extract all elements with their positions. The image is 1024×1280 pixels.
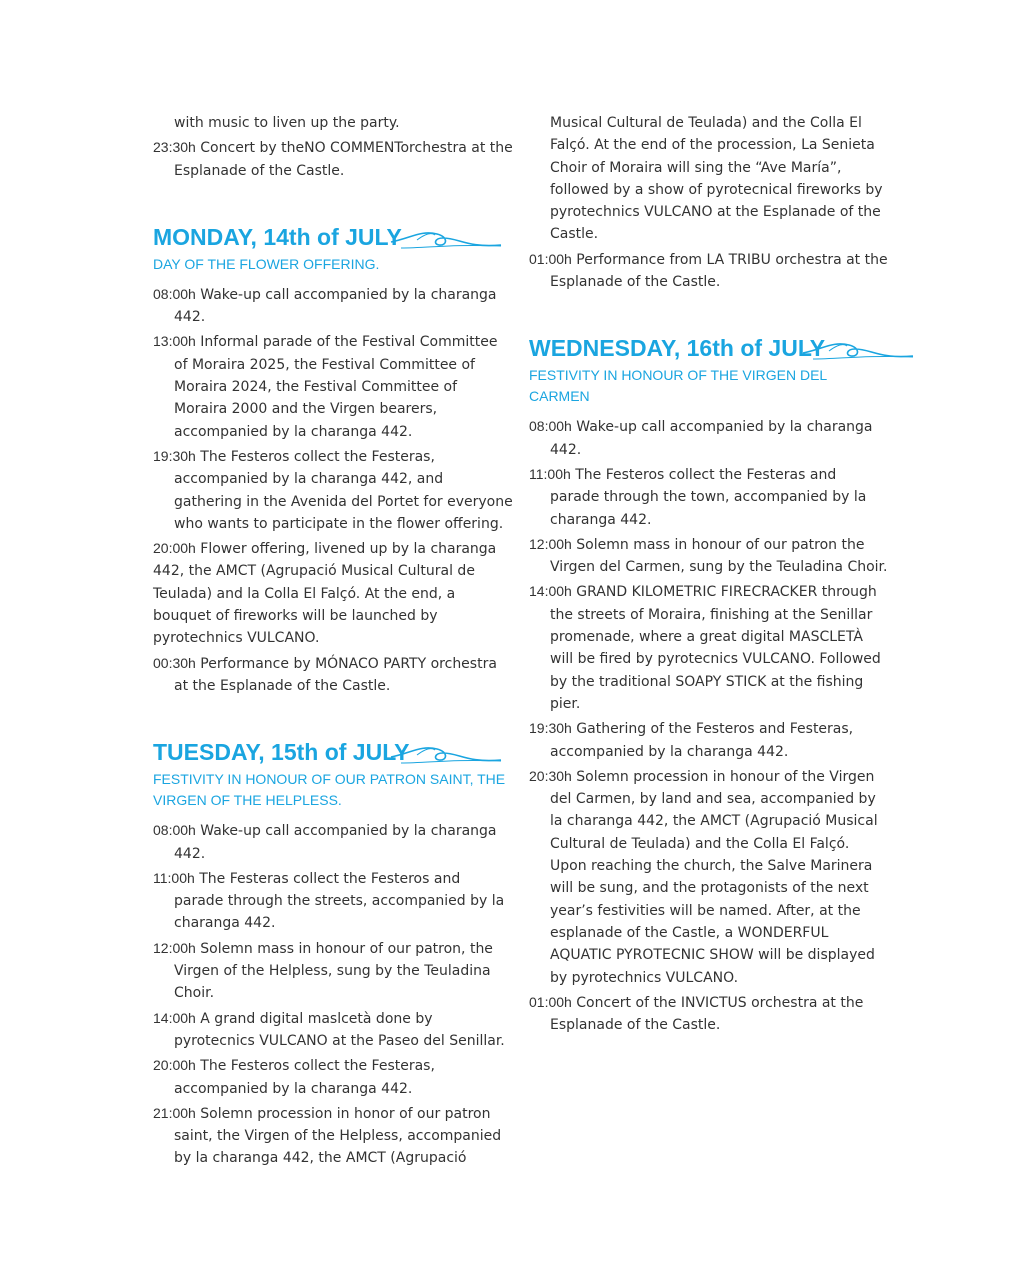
schedule-entry (153, 112, 513, 134)
schedule-entry (153, 819, 513, 865)
month-title: of JULY (318, 739, 410, 766)
schedule-entry (153, 136, 513, 182)
entry-text: Solemn mass in honour of our patron, the Virgen of the Helpless, sung by the Teuladina Choir. (174, 940, 493, 1002)
wave-icon (389, 226, 504, 252)
entry-text: Concert by theNO COMMENTorchestra at the Esplanade of the Castle. (174, 140, 513, 179)
schedule-entry (529, 991, 889, 1037)
entry-text: Wake-up call accompanied by la charanga 442. (174, 286, 497, 326)
entry-time: 11:00h (153, 869, 195, 886)
wave-icon (389, 741, 504, 767)
month-title: of JULY (733, 335, 826, 362)
schedule-entry (529, 580, 889, 715)
schedule-entry (153, 652, 513, 698)
entry-time: 21:00h (153, 1104, 196, 1121)
schedule-entry (153, 537, 513, 649)
entry-time: 08:00h (153, 285, 196, 302)
entry-text: Wake-up call accompanied by la charanga 442. (174, 823, 497, 862)
schedule-entry (153, 445, 513, 535)
entry-text: Flower offering, livened up by la charanga 442, the AMCT (Agrupació Musical Cultural de Teulada) and la Colla El Falçó. At the end, a bouquet of fireworks will be launched by pyrotechnics VULCANO. (153, 541, 497, 647)
entry-time: 11:00h (529, 465, 571, 482)
month-title: of JULY (310, 223, 402, 250)
entry-time: 23:30h (153, 139, 196, 156)
entry-text: The Festeras collect the Festeros and parade through the streets, accompanied by la charanga 442. (174, 870, 505, 932)
procession-continuation: Musical Cultural de Teulada) and the Colla El Falçó. At the end of the procession, La Senieta Choir of Moraira will sing the “Ave María”, followed by a show of pyrotecnical fireworks by pyrotechnics VULCANO at the Esplanade of the Castle. (550, 115, 883, 243)
schedule-entry (153, 867, 513, 935)
monday-heading (153, 222, 513, 252)
schedule-entry (153, 937, 513, 1005)
entry-time: 19:30h (153, 447, 196, 464)
entry-time: 12:00h (153, 939, 196, 956)
schedule-entry (529, 415, 889, 461)
wave-icon (801, 337, 916, 363)
entry-time: 00:30h (153, 654, 196, 671)
wednesday-heading (529, 333, 889, 363)
right-column (529, 112, 889, 1038)
entry-text: The Festeros collect the Festeras, accompanied by la charanga 442, and gathering in the Avenida del Portet for everyone who wants to participate in the flower offering. (174, 448, 513, 532)
entry-text: A grand digital maslcetà done by pyrotecnics VULCANO at the Paseo del Senillar. (174, 1010, 505, 1049)
entry-text: Solemn procession in honor of our patron saint, the Virgen of the Helpless, accompanied by la charanga 442, the AMCT (Agrupació (174, 1105, 502, 1167)
entry-text: GRAND KILOMETRIC FIRECRACKER through the streets of Moraira, finishing at the Senillar promenade, where a great digital MASCLETÀ will be fired by pyrotecnics VULCANO. Followed by the traditional SOAPY STICK at the fishing pier. (550, 584, 881, 712)
schedule-entry (153, 1054, 513, 1100)
day-title: TUESDAY, 15th (153, 739, 319, 766)
left-column (153, 112, 513, 1172)
entry-text: The Festeros collect the Festeras and parade through the town, accompanied by la charanga 442. (550, 466, 867, 528)
entry-text: Performance by MÓNACO PARTY orchestra at the Esplanade of the Castle. (174, 655, 497, 694)
entry-time: 01:00h (529, 250, 572, 267)
day-subtitle: DAY OF THE FLOWER OFFERING. (153, 255, 380, 272)
entry-time: 08:00h (153, 822, 196, 839)
entry-text: with music to liven up the party. (174, 115, 400, 131)
day-subtitle: FESTIVITY IN HONOUR OF OUR PATRON SAINT, THE VIRGEN OF THE HELPLESS. (153, 771, 506, 809)
day-title: MONDAY, 14th (153, 223, 311, 250)
entry-time: 13:00h (153, 333, 196, 350)
entry-text: Performance from LA TRIBU orchestra at the Esplanade of the Castle. (550, 251, 888, 291)
entry-time: 01:00h (529, 993, 572, 1010)
entry-text: Solemn procession in honour of the Virgen del Carmen, by land and sea, accompanied by la charanga 442, the AMCT (Agrupació Musical Cultural de Teulada) and the Colla El Falçó. Upon reaching the church, the Salve Marinera will be sung, and the protagonists of the next year’s festivities will be named. After, at the esplanade of the Castle, a WONDERFUL AQUATIC PYROTECNIC SHOW will be displayed by pyrotechnics VULCANO. (550, 768, 878, 986)
entry-time: 14:00h (529, 583, 572, 600)
schedule-entry (529, 533, 889, 579)
entry-time: 20:30h (529, 767, 572, 784)
entry-time: 14:00h (153, 1009, 196, 1026)
entry-time: 20:00h (153, 1057, 196, 1074)
entry-text: Informal parade of the Festival Committee of Moraira 2025, the Festival Committee of Moraira 2024, the Festival Committee of Moraira 2000 and the Virgen bearers, accompanied by la charanga 442. (174, 334, 498, 440)
entry-time: 08:00h (529, 418, 572, 435)
day-subtitle: FESTIVITY IN HONOUR OF THE VIRGEN DEL CARMEN (529, 367, 827, 405)
schedule-entry (153, 283, 513, 329)
entry-text: The Festeros collect the Festeras, accompanied by la charanga 442. (174, 1058, 435, 1097)
schedule-entry (153, 1102, 513, 1170)
day-title: WEDNESDAY, 16th (529, 335, 734, 362)
schedule-entry (529, 248, 889, 294)
schedule-entry (529, 765, 889, 989)
entry-text: Gathering of the Festeros and Festeras, accompanied by la charanga 442. (550, 721, 854, 760)
entry-time: 20:00h (153, 540, 196, 557)
schedule-entry (153, 330, 513, 442)
entry-text: Solemn mass in honour of our patron the Virgen del Carmen, sung by the Teuladina Choir. (550, 536, 888, 576)
schedule-entry (529, 717, 889, 763)
schedule-entry (153, 1007, 513, 1053)
schedule-entry (529, 463, 889, 531)
tuesday-heading (153, 737, 513, 767)
entry-time: 12:00h (529, 535, 572, 552)
entry-text: Concert of the INVICTUS orchestra at the Esplanade of the Castle. (550, 994, 864, 1034)
entry-time: 19:30h (529, 720, 572, 737)
entry-text: Wake-up call accompanied by la charanga 442. (550, 419, 873, 458)
